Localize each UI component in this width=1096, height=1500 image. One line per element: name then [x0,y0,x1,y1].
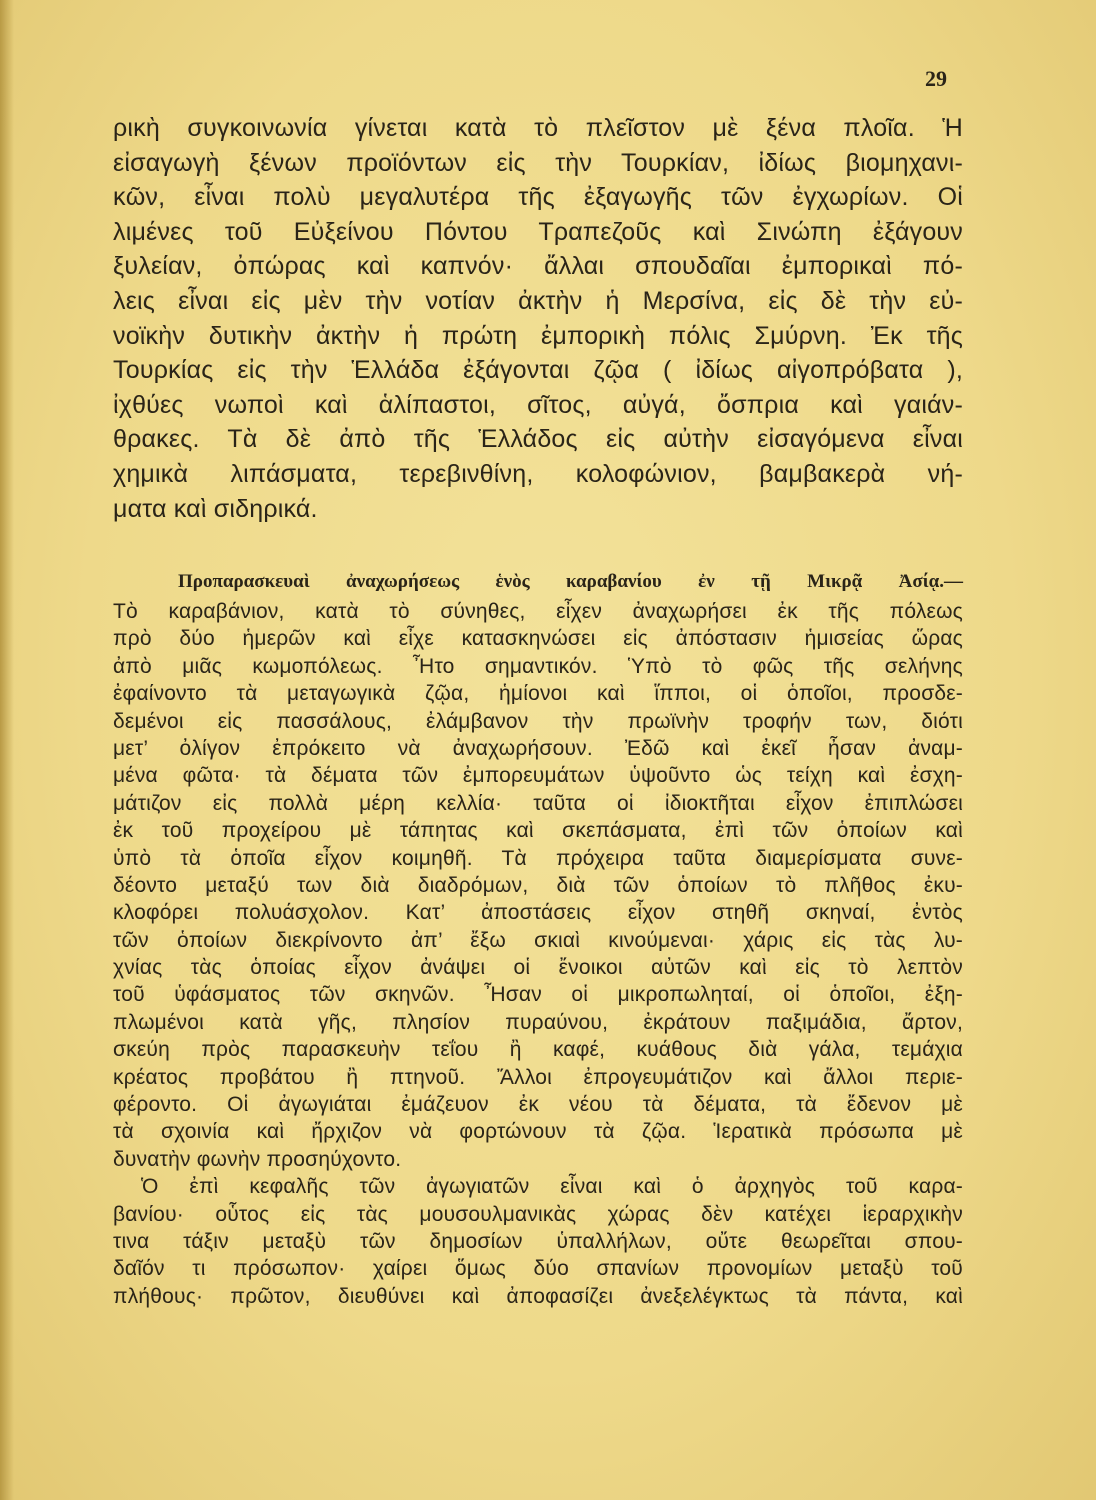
text-line: πλωμένοι κατὰ γῆς, πλησίον πυραύνου, ἐκράτουν παξιμάδια, ἄρτον, [113,1010,963,1034]
text-line: χημικὰ λιπάσματα, τερεβινθίνη, κολοφώνιον, βαμβακερὰ νή- [113,459,963,488]
text-line: μάτιζον εἰς πολλὰ μέρη κελλία· ταῦτα οἱ ἰδιοκτῆται εἶχον ἐπιπλώσει [113,791,963,815]
text-line: σκεύη πρὸς παρασκευὴν τεΐου ἢ καφέ, κυάθους διὰ γάλα, τεμάχια [113,1038,963,1062]
section-caravan-text [113,598,963,1310]
text-line: ρικὴ συγκοινωνία γίνεται κατὰ τὸ πλεῖστον μὲ ξένα πλοῖα. Ἡ [113,114,963,142]
text-line: Τὸ καραβάνιον, κατὰ τὸ σύνηθες, εἶχεν ἀναχωρήσει ἐκ τῆς πόλεως [113,600,963,623]
text-line: δυνατὴν φωνὴν προσηύχοντο. [113,1147,402,1171]
text-line: κρέατος προβάτου ἢ πτηνοῦ. Ἄλλοι ἐπρογευμάτιζον καὶ ἄλλοι περιε- [113,1065,963,1089]
text-line: ξυλείαν, ὀπώρας καὶ καπνόν· ἄλλαι σπουδαῖαι ἐμπορικαὶ πό- [113,252,963,281]
text-line: δαῖόν τι πρόσωπον· χαίρει ὅμως δύο σπανίων προνομίων μεταξὺ τοῦ [113,1257,963,1281]
text-line: πρὸ δύο ἡμερῶν καὶ εἶχε κατασκηνώσει εἰς ἀπόστασιν ἡμισείας ὥρας [113,627,963,651]
text-line: τὰ σχοινία καὶ ἤρχιζον νὰ φορτώνουν τὰ ζῷα. Ἱερατικὰ πρόσωπα μὲ [113,1120,963,1144]
page-edge-shadow [0,0,14,1500]
text-line: ἀπὸ μιᾶς κωμοπόλεως. Ἦτο σημαντικόν. Ὑπὸ τὸ φῶς τῆς σελήνης [113,654,963,678]
text-line: ἐκ τοῦ προχείρου μὲ τάπητας καὶ σκεπάσματα, ἐπὶ τῶν ὁποίων καὶ [113,819,963,843]
text-line: μετ’ ὀλίγον ἐπρόκειτο νὰ ἀναχωρήσουν. Ἐδῶ καὶ ἐκεῖ ἦσαν ἀναμ- [113,736,963,760]
text-line: ἐφαίνοντο τὰ μεταγωγικὰ ζῷα, ἡμίονοι καὶ ἵπποι, οἱ ὁποῖοι, προσδε- [113,682,963,706]
paragraph-trade [113,111,963,526]
text-line: τῶν ὁποίων διεκρίνοντο ἀπ’ ἔξω σκιαὶ κινούμεναι· χάρις εἰς τὰς λυ- [113,928,963,952]
text-line: λιμένες τοῦ Εὐξείνου Πόντου Τραπεζοῦς καὶ Σινώπη ἐξάγουν [113,217,963,246]
section-heading: Προπαρασκευαὶ ἀναχωρήσεως ἑνὸς καραβανίου ἐν τῇ Μικρᾷ Ἀσίᾳ.— [178,571,963,592]
text-line: λεις εἶναι εἰς μὲν τὴν νοτίαν ἀκτὴν ἡ Μερσίνα, εἰς δὲ τὴν εὐ- [113,286,963,315]
text-line: Ὁ ἐπὶ κεφαλῆς τῶν ἀγωγιατῶν εἶναι καὶ ὁ ἀρχηγὸς τοῦ καρα- [141,1175,963,1199]
text-line: τοῦ ὑφάσματος τῶν σκηνῶν. Ἦσαν οἱ μικροπωληταί, οἱ ὁποῖοι, ἐξη- [113,983,963,1007]
text-line: δέοντο μεταξύ των διὰ διαδρόμων, διὰ τῶν ὁποίων τὸ πλῆθος ἐκυ- [113,873,963,897]
page-number: 29 [925,66,947,91]
text-line: χνίας τὰς ὁποίας εἶχον ἀνάψει οἱ ἔνοικοι αὐτῶν καὶ εἰς τὸ λεπτὸν [113,956,963,980]
text-line: κλοφόρει πολυάσχολον. Κατ’ ἀποστάσεις εἶχον στηθῆ σκηναί, ἐντὸς [113,901,963,925]
text-line: βανίου· οὗτος εἰς τὰς μουσουλμανικὰς χώρας δὲν κατέχει ἱεραρχικὴν [113,1202,963,1226]
text-line: Τουρκίας εἰς τὴν Ἑλλάδα ἐξάγονται ζῷα ( ἰδίως αἰγοπρόβατα ), [113,356,963,385]
text-line: πλήθους· πρῶτον, διευθύνει καὶ ἀποφασίζει ἀνεξελέγκτως τὰ πάντα, καὶ [113,1284,963,1308]
text-line: φέροντο. Οἱ ἀγωγιάται ἐμάζευον ἐκ νέου τὰ δέματα, τὰ ἔδενον μὲ [113,1093,963,1117]
text-line: ἰχθύες νωποὶ καὶ ἁλίπαστοι, σῖτος, αὐγά, ὄσπρια καὶ γαιάν- [113,390,963,419]
text-line: νοϊκὴν δυτικὴν ἀκτὴν ἡ πρώτη ἐμπορικὴ πόλις Σμύρνη. Ἐκ τῆς [113,321,963,350]
text-line: εἰσαγωγὴ ξένων προϊόντων εἰς τὴν Τουρκίαν, ἰδίως βιομηχανι- [113,148,963,177]
text-line: κῶν, εἶναι πολὺ μεγαλυτέρα τῆς ἐξαγωγῆς τῶν ἐγχωρίων. Οἱ [113,183,963,212]
text-line: δεμένοι εἰς πασσάλους, ἐλάμβανον τὴν πρωϊνὴν τροφήν των, διότι [113,709,963,733]
text-line: ὑπὸ τὰ ὁποῖα εἶχον κοιμηθῆ. Τὰ πρόχειρα ταῦτα διαμερίσματα συνε- [113,846,963,870]
text-line: τινα τάξιν μεταξὺ τῶν δημοσίων ὑπαλλήλων, οὔτε θεωρεῖται σπου- [113,1229,963,1253]
text-line: ματα καὶ σιδηρικά. [113,494,318,523]
text-line: μένα φῶτα· τὰ δέματα τῶν ἐμπορευμάτων ὑψοῦντο ὡς τείχη καὶ ἐσχη- [113,764,963,788]
text-line: θρακες. Τὰ δὲ ἀπὸ τῆς Ἑλλάδος εἰς αὐτὴν εἰσαγόμενα εἶναι [113,425,963,454]
